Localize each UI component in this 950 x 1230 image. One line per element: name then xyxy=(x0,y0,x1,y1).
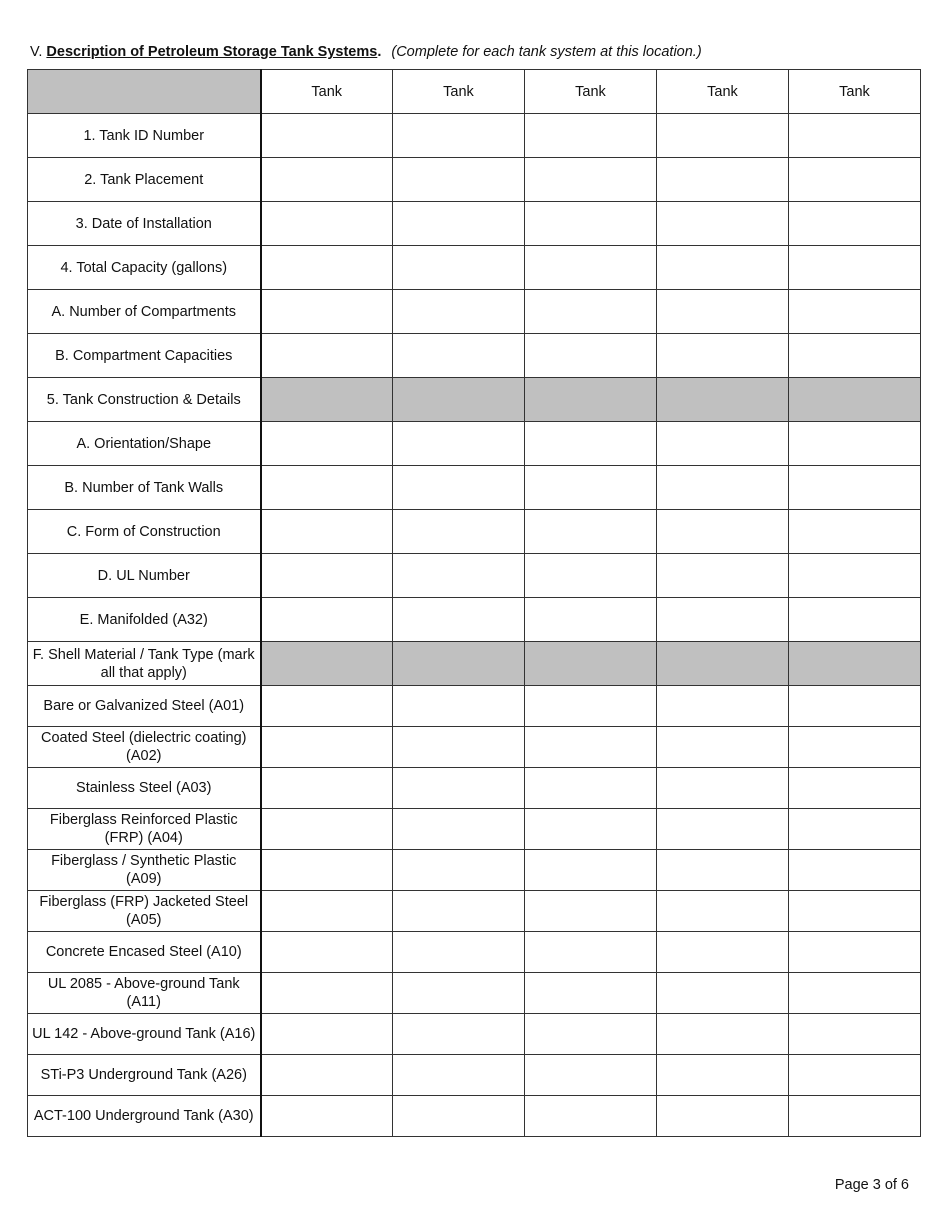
tank-entry-cell[interactable] xyxy=(261,727,393,768)
table-row xyxy=(28,554,921,598)
tank-entry-cell[interactable] xyxy=(525,202,657,246)
shaded-cell xyxy=(261,642,393,686)
tank-entry-cell[interactable] xyxy=(393,932,525,973)
table-row xyxy=(28,334,921,378)
table-row xyxy=(28,891,921,932)
tank-entry-cell[interactable] xyxy=(789,768,921,809)
tank-entry-cell[interactable] xyxy=(393,246,525,290)
tank-column-header: Tank xyxy=(789,70,921,114)
row-label: UL 142 - Above-ground Tank (A16) xyxy=(28,1014,261,1055)
tank-entry-cell[interactable] xyxy=(789,246,921,290)
tank-entry-cell[interactable] xyxy=(657,973,789,1014)
table-row xyxy=(28,1055,921,1096)
tank-entry-cell[interactable] xyxy=(657,932,789,973)
table-row xyxy=(28,378,921,422)
tank-entry-cell[interactable] xyxy=(789,850,921,891)
tank-entry-cell[interactable] xyxy=(261,809,393,850)
tank-entry-cell[interactable] xyxy=(789,727,921,768)
tank-entry-cell[interactable] xyxy=(657,686,789,727)
tank-entry-cell[interactable] xyxy=(657,466,789,510)
shaded-cell xyxy=(393,642,525,686)
tank-entry-cell[interactable] xyxy=(657,202,789,246)
table-row xyxy=(28,466,921,510)
tank-entry-cell[interactable] xyxy=(789,932,921,973)
table-row xyxy=(28,1096,921,1137)
table-header-row xyxy=(28,70,921,114)
tank-entry-cell[interactable] xyxy=(261,334,393,378)
tank-entry-cell[interactable] xyxy=(393,809,525,850)
tank-entry-cell[interactable] xyxy=(525,466,657,510)
tank-entry-cell[interactable] xyxy=(789,809,921,850)
shaded-cell xyxy=(789,378,921,422)
row-label: Concrete Encased Steel (A10) xyxy=(28,932,261,973)
tank-entry-cell[interactable] xyxy=(393,554,525,598)
section-title: Description of Petroleum Storage Tank Systems xyxy=(46,44,378,60)
table-row xyxy=(28,727,921,768)
tank-entry-cell[interactable] xyxy=(525,932,657,973)
row-label: Coated Steel (dielectric coating) (A02) xyxy=(28,727,261,768)
table-row xyxy=(28,158,921,202)
tank-entry-cell[interactable] xyxy=(261,598,393,642)
table-row xyxy=(28,510,921,554)
tank-entry-cell[interactable] xyxy=(525,850,657,891)
tank-column-header: Tank xyxy=(261,70,393,114)
tank-entry-cell[interactable] xyxy=(393,891,525,932)
tank-entry-cell[interactable] xyxy=(393,334,525,378)
tank-entry-cell[interactable] xyxy=(525,768,657,809)
row-label: B. Number of Tank Walls xyxy=(28,466,261,510)
tank-entry-cell[interactable] xyxy=(525,686,657,727)
tank-entry-cell[interactable] xyxy=(261,158,393,202)
shaded-cell xyxy=(525,378,657,422)
table-row xyxy=(28,202,921,246)
tank-column-header: Tank xyxy=(525,70,657,114)
tank-entry-cell[interactable] xyxy=(393,1096,525,1137)
tank-entry-cell[interactable] xyxy=(393,202,525,246)
tank-entry-cell[interactable] xyxy=(525,727,657,768)
tank-entry-cell[interactable] xyxy=(789,973,921,1014)
table-row xyxy=(28,768,921,809)
tank-entry-cell[interactable] xyxy=(789,1096,921,1137)
shaded-cell xyxy=(393,378,525,422)
row-label: 4. Total Capacity (gallons) xyxy=(28,246,261,290)
table-row xyxy=(28,809,921,850)
tank-entry-cell[interactable] xyxy=(393,158,525,202)
tank-entry-cell[interactable] xyxy=(525,510,657,554)
row-label: Fiberglass (FRP) Jacketed Steel (A05) xyxy=(28,891,261,932)
tank-entry-cell[interactable] xyxy=(657,1014,789,1055)
tank-entry-cell[interactable] xyxy=(525,809,657,850)
tank-entry-cell[interactable] xyxy=(657,554,789,598)
tank-entry-cell[interactable] xyxy=(261,466,393,510)
shaded-cell xyxy=(261,378,393,422)
tank-entry-cell[interactable] xyxy=(393,973,525,1014)
tank-entry-cell[interactable] xyxy=(657,809,789,850)
tank-entry-cell[interactable] xyxy=(525,246,657,290)
row-label: Stainless Steel (A03) xyxy=(28,768,261,809)
tank-entry-cell[interactable] xyxy=(393,114,525,158)
tank-entry-cell[interactable] xyxy=(657,158,789,202)
row-label: Fiberglass Reinforced Plastic (FRP) (A04) xyxy=(28,809,261,850)
table-row xyxy=(28,246,921,290)
tank-entry-cell[interactable] xyxy=(789,158,921,202)
tank-entry-cell[interactable] xyxy=(789,686,921,727)
shaded-cell xyxy=(657,642,789,686)
row-label: ACT-100 Underground Tank (A30) xyxy=(28,1096,261,1137)
tank-entry-cell[interactable] xyxy=(657,246,789,290)
tank-entry-cell[interactable] xyxy=(261,686,393,727)
tank-entry-cell[interactable] xyxy=(525,334,657,378)
tank-entry-cell[interactable] xyxy=(789,554,921,598)
tank-entry-cell[interactable] xyxy=(261,1055,393,1096)
tank-entry-cell[interactable] xyxy=(393,727,525,768)
tank-entry-cell[interactable] xyxy=(789,1055,921,1096)
tank-entry-cell[interactable] xyxy=(261,1014,393,1055)
tank-entry-cell[interactable] xyxy=(789,598,921,642)
tank-entry-cell[interactable] xyxy=(261,932,393,973)
tank-entry-cell[interactable] xyxy=(261,510,393,554)
tank-column-header: Tank xyxy=(657,70,789,114)
tank-entry-cell[interactable] xyxy=(525,1014,657,1055)
row-label: B. Compartment Capacities xyxy=(28,334,261,378)
tank-entry-cell[interactable] xyxy=(261,973,393,1014)
tank-entry-cell[interactable] xyxy=(261,290,393,334)
row-label: D. UL Number xyxy=(28,554,261,598)
table-row xyxy=(28,932,921,973)
tank-entry-cell[interactable] xyxy=(657,422,789,466)
shaded-cell xyxy=(525,642,657,686)
table-row xyxy=(28,642,921,686)
section-number: V. xyxy=(30,44,43,60)
tank-entry-cell[interactable] xyxy=(525,1096,657,1137)
tank-entry-cell[interactable] xyxy=(525,290,657,334)
row-label: E. Manifolded (A32) xyxy=(28,598,261,642)
tank-entry-cell[interactable] xyxy=(393,422,525,466)
section-title-punctuation: . xyxy=(377,44,382,60)
table-row xyxy=(28,422,921,466)
tank-entry-cell[interactable] xyxy=(525,598,657,642)
tank-entry-cell[interactable] xyxy=(789,422,921,466)
tank-entry-cell[interactable] xyxy=(657,768,789,809)
tank-entry-cell[interactable] xyxy=(261,202,393,246)
tank-entry-cell[interactable] xyxy=(261,768,393,809)
tank-entry-cell[interactable] xyxy=(657,598,789,642)
tank-entry-cell[interactable] xyxy=(261,891,393,932)
tank-column-header: Tank xyxy=(393,70,525,114)
tank-entry-cell[interactable] xyxy=(525,891,657,932)
shaded-cell xyxy=(657,378,789,422)
tank-entry-cell[interactable] xyxy=(657,114,789,158)
tank-entry-cell[interactable] xyxy=(789,1014,921,1055)
table-row xyxy=(28,598,921,642)
tank-entry-cell[interactable] xyxy=(393,510,525,554)
tank-entry-cell[interactable] xyxy=(657,290,789,334)
table-row xyxy=(28,114,921,158)
tank-entry-cell[interactable] xyxy=(657,891,789,932)
tank-entry-cell[interactable] xyxy=(789,114,921,158)
tank-entry-cell[interactable] xyxy=(525,1055,657,1096)
row-label: A. Orientation/Shape xyxy=(28,422,261,466)
tank-entry-cell[interactable] xyxy=(393,466,525,510)
row-label: C. Form of Construction xyxy=(28,510,261,554)
tank-entry-cell[interactable] xyxy=(261,246,393,290)
tank-entry-cell[interactable] xyxy=(261,1096,393,1137)
section-heading xyxy=(30,44,702,60)
tank-entry-cell[interactable] xyxy=(525,114,657,158)
tank-entry-cell[interactable] xyxy=(525,554,657,598)
row-label: 2. Tank Placement xyxy=(28,158,261,202)
tank-entry-cell[interactable] xyxy=(393,1014,525,1055)
page-number: Page 3 of 6 xyxy=(834,1177,909,1193)
tank-entry-cell[interactable] xyxy=(393,850,525,891)
tank-entry-cell[interactable] xyxy=(261,114,393,158)
tank-entry-cell[interactable] xyxy=(393,686,525,727)
row-label: STi-P3 Underground Tank (A26) xyxy=(28,1055,261,1096)
tank-entry-cell[interactable] xyxy=(393,1055,525,1096)
tank-entry-cell[interactable] xyxy=(525,422,657,466)
tank-entry-cell[interactable] xyxy=(789,466,921,510)
table-row xyxy=(28,1014,921,1055)
tank-entry-cell[interactable] xyxy=(657,334,789,378)
row-label: UL 2085 - Above-ground Tank (A11) xyxy=(28,973,261,1014)
tank-entry-cell[interactable] xyxy=(789,510,921,554)
tank-entry-cell[interactable] xyxy=(525,973,657,1014)
header-corner-cell xyxy=(28,70,261,114)
tank-entry-cell[interactable] xyxy=(261,850,393,891)
tank-entry-cell[interactable] xyxy=(261,422,393,466)
tank-entry-cell[interactable] xyxy=(261,554,393,598)
tank-entry-cell[interactable] xyxy=(525,158,657,202)
tank-entry-cell[interactable] xyxy=(657,1096,789,1137)
tank-entry-cell[interactable] xyxy=(657,1055,789,1096)
row-label: F. Shell Material / Tank Type (mark all that apply) xyxy=(28,642,261,686)
shaded-cell xyxy=(789,642,921,686)
table-row xyxy=(28,686,921,727)
tank-entry-cell[interactable] xyxy=(657,727,789,768)
tank-entry-cell[interactable] xyxy=(393,598,525,642)
tank-entry-cell[interactable] xyxy=(789,334,921,378)
tank-systems-table xyxy=(27,69,921,1137)
row-label: 1. Tank ID Number xyxy=(28,114,261,158)
tank-entry-cell[interactable] xyxy=(789,290,921,334)
row-label: 5. Tank Construction & Details xyxy=(28,378,261,422)
tank-entry-cell[interactable] xyxy=(657,510,789,554)
tank-entry-cell[interactable] xyxy=(789,202,921,246)
row-label: Bare or Galvanized Steel (A01) xyxy=(28,686,261,727)
tank-entry-cell[interactable] xyxy=(657,850,789,891)
tank-entry-cell[interactable] xyxy=(393,768,525,809)
table-row xyxy=(28,850,921,891)
row-label: Fiberglass / Synthetic Plastic (A09) xyxy=(28,850,261,891)
row-label: A. Number of Compartments xyxy=(28,290,261,334)
table-row xyxy=(28,973,921,1014)
tank-entry-cell[interactable] xyxy=(789,891,921,932)
table-row xyxy=(28,290,921,334)
row-label: 3. Date of Installation xyxy=(28,202,261,246)
tank-entry-cell[interactable] xyxy=(393,290,525,334)
section-note: (Complete for each tank system at this location.) xyxy=(391,44,702,60)
